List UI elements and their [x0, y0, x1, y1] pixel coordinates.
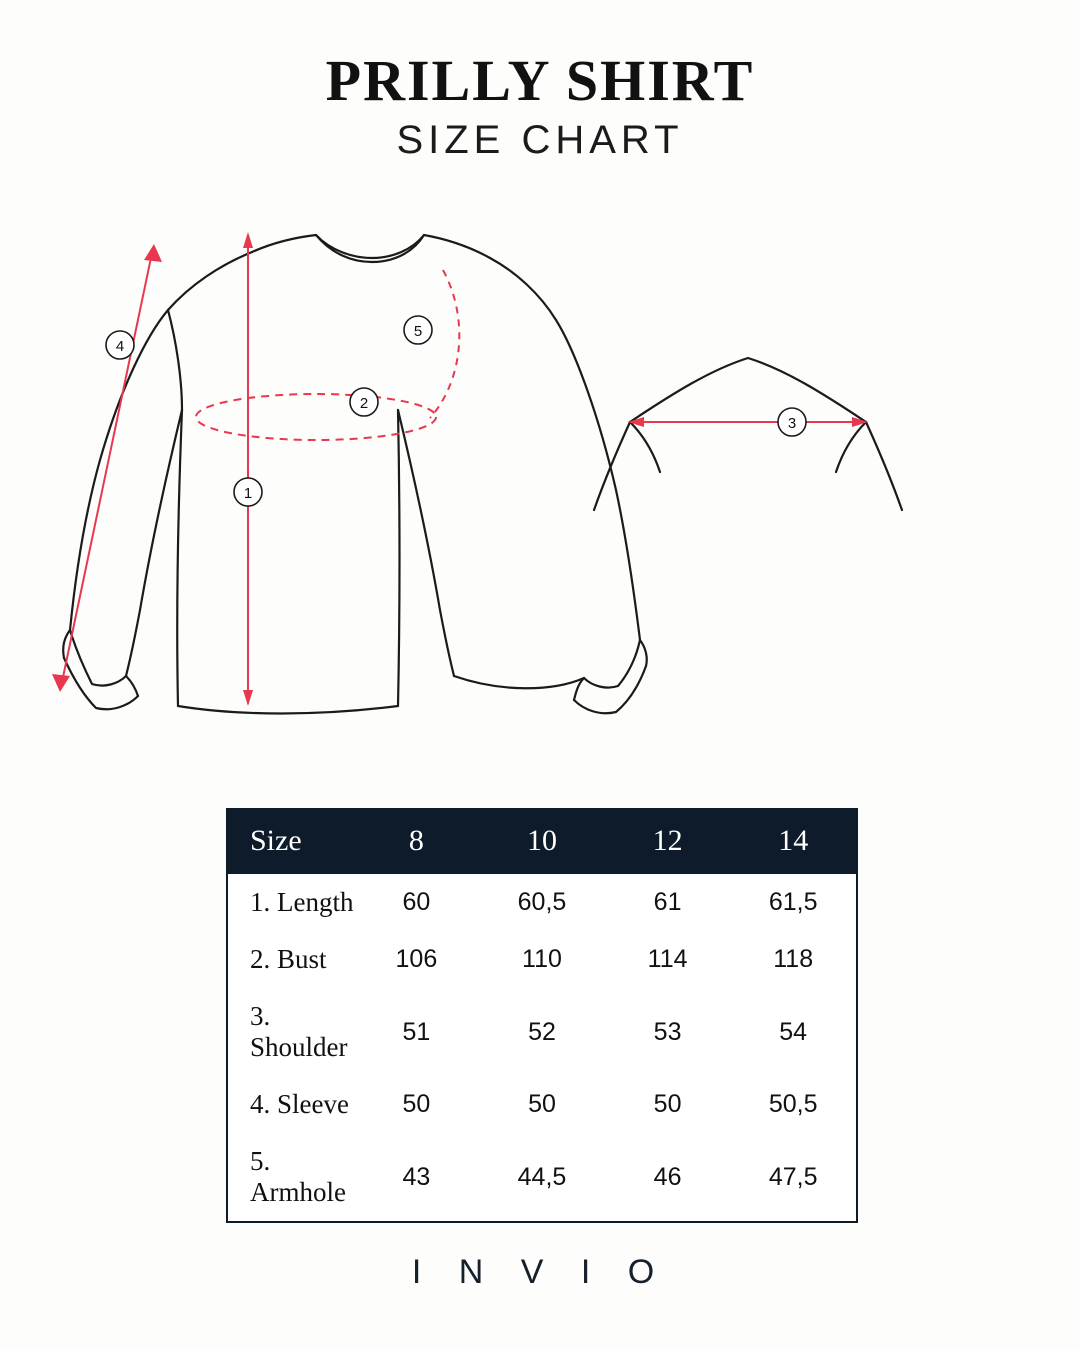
- size-chart-table-wrapper: [226, 808, 858, 1223]
- cell-shoulder-14: 54: [779, 1017, 808, 1046]
- row-label-bust: 2. Bust: [250, 944, 327, 974]
- table-header: [228, 810, 856, 874]
- cell-sleeve-14: 50,5: [768, 1090, 818, 1118]
- brand-logo: I N V I O: [411, 1253, 669, 1291]
- callout-4-label: 4: [115, 338, 125, 355]
- page-title: PRILLY SHIRT: [325, 48, 755, 113]
- table-body: [228, 874, 856, 1221]
- cell-length-12: 61: [653, 888, 682, 916]
- cell-armhole-8: 43: [402, 1162, 431, 1191]
- cell-shoulder-10: 52: [528, 1017, 556, 1046]
- cell-bust-10: 110: [522, 945, 562, 973]
- size-chart-table: [228, 810, 856, 1221]
- row-label-armhole: 5. Armhole: [250, 1146, 346, 1207]
- cell-bust-12: 114: [647, 945, 688, 973]
- table-header-row: [228, 810, 856, 874]
- callout-1-label: 1: [243, 485, 253, 502]
- callout-2-label: 2: [359, 395, 369, 412]
- callout-5-label: 5: [413, 323, 423, 340]
- cell-length-14: 61,5: [768, 888, 818, 916]
- garment-illustration: [0, 210, 1080, 770]
- shoulder-view-drawing: [594, 358, 902, 510]
- table-header-8: 8: [408, 824, 424, 857]
- table-row: [228, 1076, 856, 1133]
- front-view-drawing: [63, 235, 647, 714]
- table-row: [228, 988, 856, 1076]
- callout-3-label: 3: [787, 415, 797, 432]
- cell-sleeve-12: 50: [653, 1090, 682, 1118]
- table-header-14: 14: [778, 824, 809, 857]
- row-label-sleeve: 4. Sleeve: [250, 1089, 349, 1119]
- table-header-size: Size: [250, 824, 302, 857]
- header: [0, 48, 1080, 163]
- cell-armhole-12: 46: [653, 1162, 682, 1191]
- table-row: [228, 1133, 856, 1221]
- callout-4: [106, 331, 134, 359]
- cell-length-8: 60: [402, 888, 431, 916]
- cell-bust-8: 106: [395, 945, 438, 973]
- callout-1: [234, 478, 262, 506]
- row-label-shoulder: 3. Shoulder: [250, 1001, 348, 1062]
- cell-bust-14: 118: [773, 945, 814, 973]
- table-header-12: 12: [652, 824, 683, 857]
- cell-sleeve-8: 50: [402, 1090, 431, 1118]
- callout-2: [350, 388, 378, 416]
- table-header-10: 10: [526, 824, 557, 857]
- cell-length-10: 60,5: [517, 888, 567, 916]
- cell-shoulder-8: 51: [402, 1017, 431, 1046]
- row-label-length: 1. Length: [250, 887, 354, 917]
- cell-shoulder-12: 53: [653, 1017, 682, 1046]
- table-row: [228, 874, 856, 931]
- cell-sleeve-10: 50: [528, 1090, 556, 1118]
- table-row: [228, 931, 856, 988]
- cell-armhole-14: 47,5: [768, 1162, 818, 1191]
- callout-5: [404, 316, 432, 344]
- page-subtitle: SIZE CHART: [396, 118, 684, 162]
- armhole-curve: [430, 270, 459, 418]
- callout-3: [778, 408, 806, 436]
- cell-armhole-10: 44,5: [517, 1162, 567, 1191]
- shoulder-measure-line: [628, 417, 868, 427]
